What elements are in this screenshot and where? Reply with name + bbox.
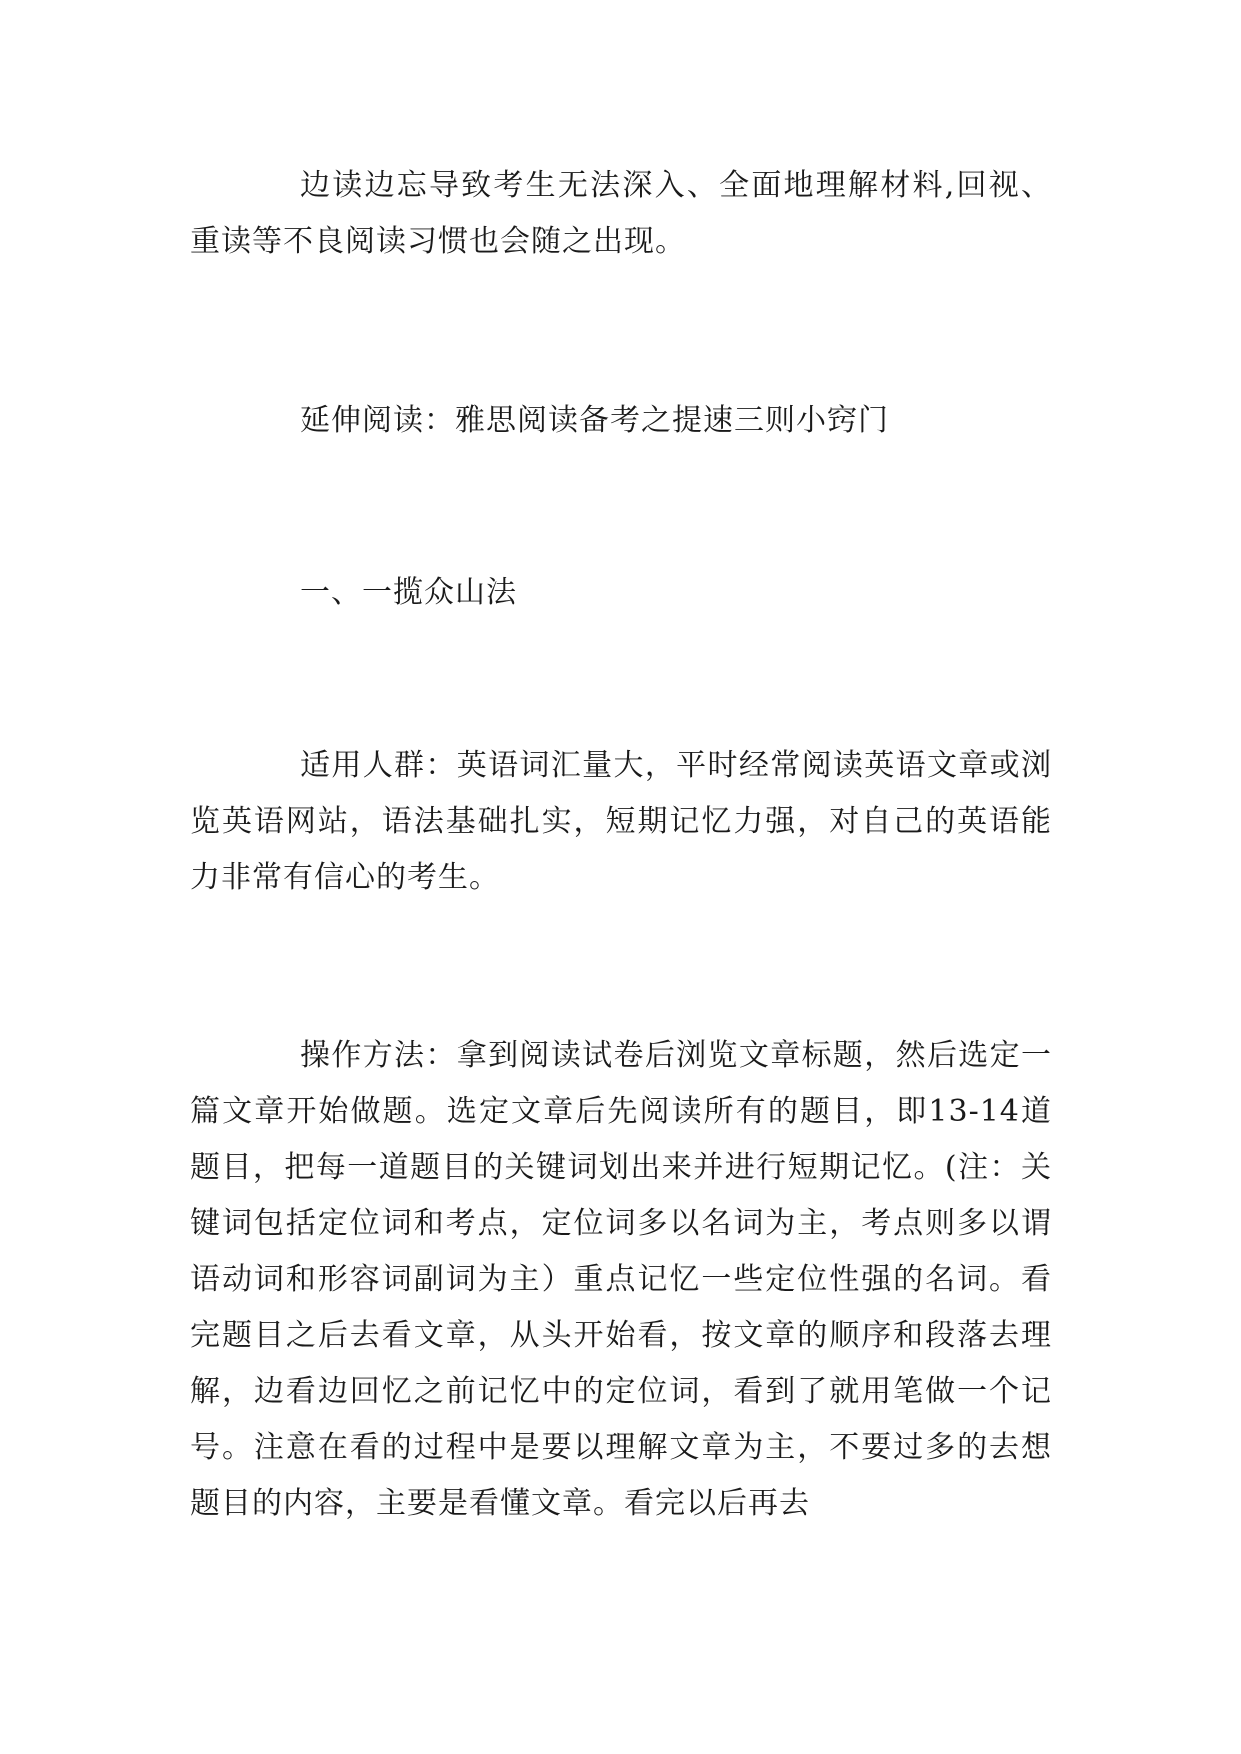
paragraph-target-audience: 适用人群：英语词汇量大，平时经常阅读英语文章或浏览英语网站，语法基础扎实，短期记忆力强，对自己的英语能力非常有信心的考生。 [190, 748, 1052, 895]
heading-method-one: 一、一揽众山法 [300, 575, 517, 610]
paragraph-operation-method: 操作方法：拿到阅读试卷后浏览文章标题，然后选定一篇文章开始做题。选定文章后先阅读所有的题目，即13-14道题目，把每一道题目的关键词划出来并进行短期记忆。(注：关键词包括定位词和考点，定位词多以名词为主，考点则多以谓语动词和形容词副词为主）重点记忆一些定位性强的名词。看完题目之后去看文章，从头开始看，按文章的顺序和段落去理解，边看边回忆之前记忆中的定位词，看到了就用笔做一个记号。注意在看的过程中是要以理解文章为主，不要过多的去想题目的内容，主要是看懂文章。看完以后再去 [190, 1038, 1052, 1521]
heading-extended-reading: 延伸阅读：雅思阅读备考之提速三则小窍门 [300, 403, 889, 438]
paragraph-forgetting: 边读边忘导致考生无法深入、全面地理解材料,回视、重读等不良阅读习惯也会随之出现。 [190, 168, 1052, 259]
